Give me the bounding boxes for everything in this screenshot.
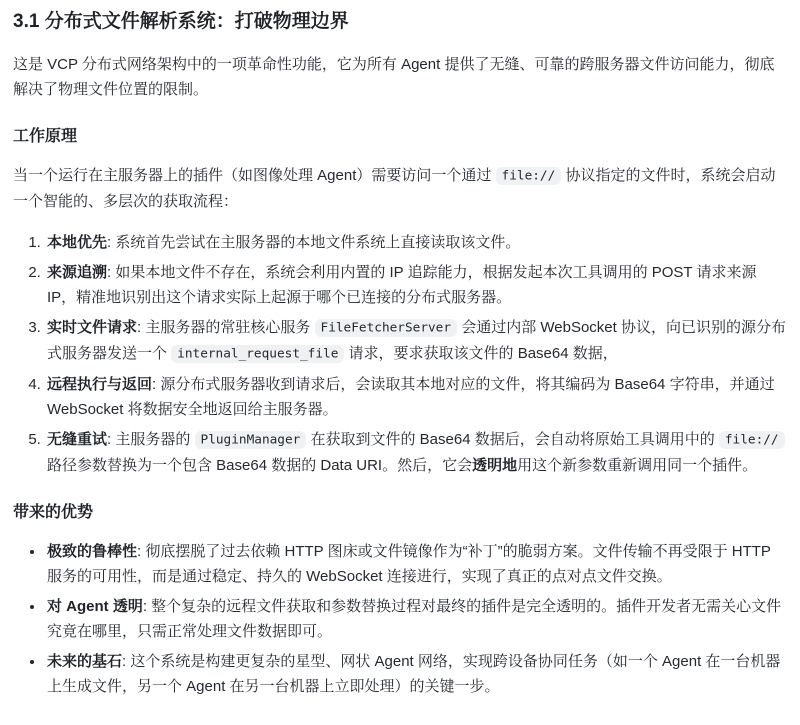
- list-item: 3. 实时文件请求: 主服务器的常驻核心服务 FileFetcherServer 会通过内部 WebSocket 协议，向已识别的源分布式服务器发送一个 internal_request_file 请求，要求获取该文件的 Base64 数据，: [45, 315, 786, 367]
- bold-text: 实时文件请求: [47, 318, 138, 336]
- intro-paragraph: 这是 VCP 分布式网络架构中的一项革命性功能，它为所有 Agent 提供了无缝、可靠的跨服务器文件访问能力，彻底解决了物理文件位置的限制。: [13, 55, 775, 98]
- inline-code: FileFetcherServer: [315, 319, 458, 337]
- working-principle-intro: 当一个运行在主服务器上的插件（如图像处理 Agent）需要访问一个通过 file:// 协议指定的文件时，系统会启动一个智能的、多层次的获取流程：: [13, 166, 776, 210]
- list-item: 2. 来源追溯: 如果本地文件不存在，系统会利用内置的 IP 追踪能力，根据发起本次工具调用的 POST 请求来源 IP，精准地识别出这个请求实际上起源于哪个已连接的分布式服务器。: [45, 260, 786, 310]
- bold-text: 来源追溯: [47, 263, 108, 281]
- working-principle-heading: 工作原理: [13, 127, 78, 145]
- bold-text: 极致的鲁棒性: [47, 542, 138, 560]
- inline-code: file://: [719, 431, 785, 449]
- bold-text: 透明地: [472, 456, 518, 474]
- bold-text: 未来的基石: [47, 652, 123, 670]
- inline-code: PluginManager: [195, 431, 307, 449]
- inline-code: internal_request_file: [171, 345, 344, 363]
- list-item: 1. 本地优先: 系统首先尝试在主服务器的本地文件系统上直接读取该文件。: [45, 230, 786, 255]
- bold-text: 远程执行与返回: [47, 375, 153, 393]
- bold-text: 无缝重试: [47, 430, 108, 448]
- bold-text: 对 Agent 透明: [47, 597, 143, 615]
- list-item: • 对 Agent 透明: 整个复杂的远程文件获取和参数替换过程对最终的插件是完全透明的。插件开发者无需关心文件究竟在哪里，只需正常处理文件数据即可。: [45, 594, 786, 644]
- list-item: • 极致的鲁棒性: 彻底摆脱了过去依赖 HTTP 图床或文件镜像作为“补丁”的脆弱方案。文件传输不再受限于 HTTP 服务的可用性，而是通过稳定、持久的 WebSocket 连接进行，实现了真正的点对点文件交换。: [45, 539, 786, 589]
- benefits-heading: 带来的优势: [13, 503, 94, 521]
- workflow-steps-list: [13, 230, 786, 478]
- benefits-list: [13, 539, 786, 699]
- section-title: 3.1 分布式文件解析系统：打破物理边界: [13, 11, 349, 32]
- inline-code: file://: [496, 167, 562, 185]
- bold-text: 本地优先: [47, 233, 108, 251]
- list-item: 5. 无缝重试: 主服务器的 PluginManager 在获取到文件的 Base64 数据后，会自动将原始工具调用中的 file:// 路径参数替换为一个包含 Base64 数据的 Data URI。然后，它会透明地用这个新参数重新调用同一个插件。: [45, 427, 786, 478]
- list-item: 4. 远程执行与返回: 源分布式服务器收到请求后，会读取其本地对应的文件，将其编码为 Base64 字符串，并通过 WebSocket 将数据安全地返回给主服务器。: [45, 372, 786, 422]
- list-item: • 未来的基石: 这个系统是构建更复杂的星型、网状 Agent 网络，实现跨设备协同任务（如一个 Agent 在一台机器上生成文件，另一个 Agent 在另一台机器上立即处理）的关键一步。: [45, 649, 786, 699]
